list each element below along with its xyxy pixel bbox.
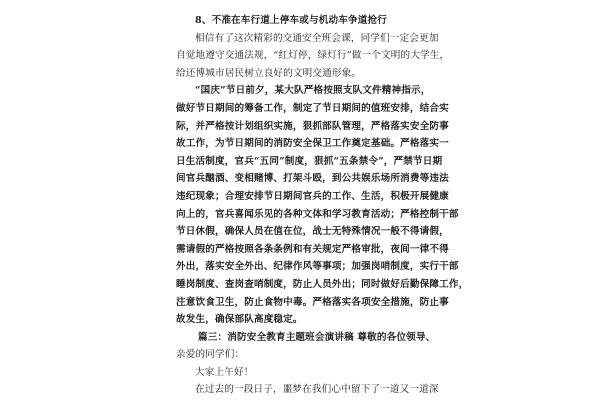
text-line: 相信有了这次精彩的交通安全班会课，同学们一定会更加 [195, 32, 439, 44]
text-line: 违纪现象；合理安排节日期间官兵的工作、生活，积极开展健康 [176, 190, 449, 202]
section-heading: 篇三：消防安全教育主题班会演讲稿 尊敬的各位领导、 [198, 331, 436, 343]
text-line: 需请假的严格按照各条条例和有关规定严格审批，夜间一律不得 [176, 243, 449, 255]
text-line: 大家上午好！ [195, 366, 254, 378]
text-line: 做好节日期间的筹备工作，制定了节日期间的值班安排，结合实 [176, 102, 449, 114]
text-line: 8、不准在车行道上停车或与机动车争道抢行 [195, 15, 387, 26]
text-line: 节日休假，确保人员在值在位，战士无特殊情况一般不得请假， [176, 226, 449, 238]
text-line: 向上的，官兵喜闻乐见的各种文体和学习教育活动；严格控制干部 [176, 208, 459, 220]
text-line: 亲爱的同学们： [176, 349, 245, 361]
text-line: 故发生，确保部队高度稳定。 [176, 314, 303, 326]
text-line: 间官兵酗酒、变相赌博、打架斗殴，到公共娱乐场所消费等违法 [176, 173, 449, 185]
text-line: 故工作，为节日期间的消防安全保卫工作奠定基础。严格落实一 [176, 138, 449, 150]
text-line: 在过去的一段日子，噩梦在我们心中留下了一道又一道深 [195, 384, 439, 396]
text-line: 外出，落实安全外出、纪律作风等事项；加强岗哨制度，实行干部 [176, 261, 459, 273]
text-line: 给还博城市居民树立良好的文明交通形象。 [176, 67, 362, 79]
text-line: 睡岗制度、查岗查哨制度，防止人员外出；同时做好后勤保障工作， [176, 278, 469, 290]
text-line: 注意饮食卫生，防止食物中毒。严格落实各项安全措施，防止事 [176, 296, 449, 308]
text-line: 际，并严格按计划组织实施，狠抓部队管理，严格落实安全防事 [176, 120, 449, 132]
text-line: 自觉地遵守交通法规，“红灯停，绿灯行”做一个文明的大学生， [176, 50, 450, 62]
document-text [176, 12, 469, 399]
text-line: 日生活制度，官兵“五同”制度，狠抓“五条禁令”，严禁节日期 [176, 155, 443, 167]
text-line: “国庆”节日前夕，某大队严格按照支队文件精神指示， [195, 85, 431, 97]
